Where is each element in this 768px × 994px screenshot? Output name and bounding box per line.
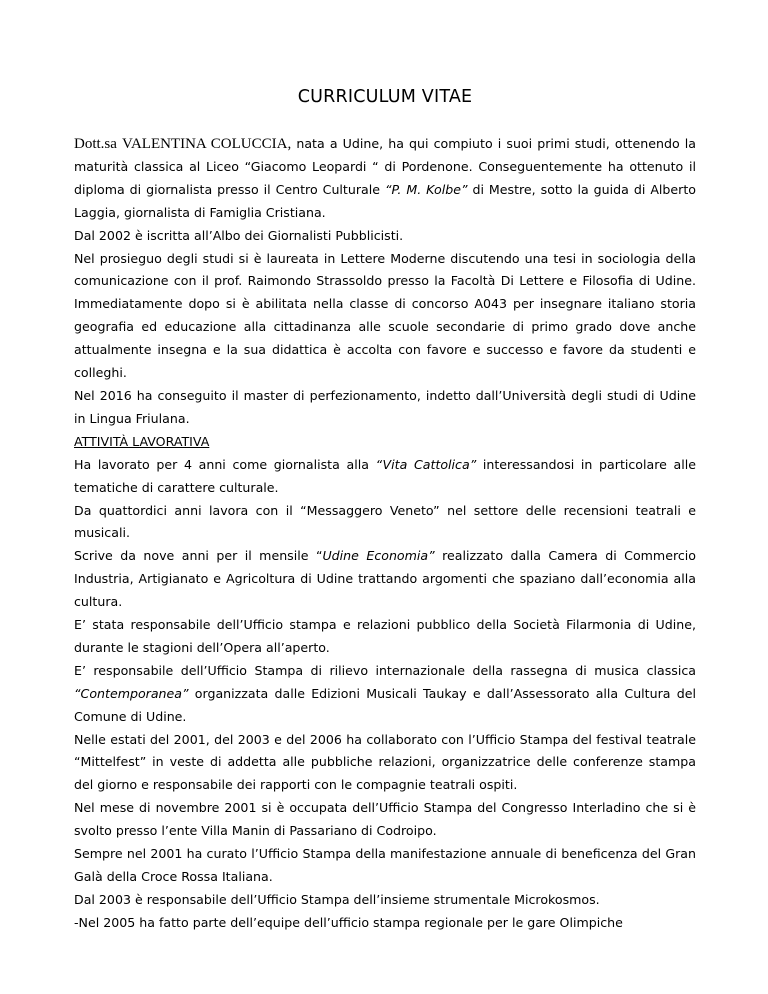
mittelfest-paragraph: Nelle estati del 2001, del 2003 e del 2006 ha collaborato con l’Ufficio Stampa del festival teatrale “Mittelfest” in veste di addetta alle pubbliche relazioni, organizzatrice delle conferenze stampa del giorno e responsabile dei rapporti con le compagnie teatrali ospiti. <box>74 731 696 793</box>
udine-economia-paragraph: Scrive da nove anni per il mensile “Udine Economia” realizzato dalla Camera di Commercio Industria, Artigianato e Agricoltura di Udine trattando argomenti che spaziano dall’economia alla cultura. <box>74 548 696 610</box>
olimpiche-paragraph: -Nel 2005 ha fatto parte dell’equipe dell’ufficio stampa regionale per le gare Olimpiche <box>74 914 623 930</box>
person-name: VALENTINA COLUCCIA, <box>122 136 292 152</box>
document-title: CURRICULUM VITAE <box>297 87 473 107</box>
document-body <box>74 133 696 935</box>
kolbe-center: “P. M. Kolbe” <box>384 181 468 197</box>
albo-paragraph: Dal 2002 è iscritta all’Albo dei Giornalisti Pubblicisti. <box>74 227 404 243</box>
contemporanea-paragraph: E’ responsabile dell’Ufficio Stampa di rilievo internazionale della rassegna di musica classica “Contemporanea” organizzata dalle Edizioni Musicali Taukay e dall’Assessorato alla Cultura del Comune di Udine. <box>74 662 696 724</box>
messaggero-paragraph: Da quattordici anni lavora con il “Messaggero Veneto” nel settore delle recensioni teatrali e musicali. <box>74 502 696 541</box>
vita-cattolica-paragraph: Ha lavorato per 4 anni come giornalista alla “Vita Cattolica” interessandosi in particolare alle tematiche di carattere culturale. <box>74 456 696 495</box>
studies-paragraph: Nel prosieguo degli studi si è laureata in Lettere Moderne discutendo una tesi in sociologia della comunicazione con il prof. Raimondo Strassoldo presso la Facoltà Di Lettere e Filosofia di Udine. Immediatamente dopo si è abilitata nella classe di concorso A043 per insegnare italiano storia geografia ed educazione alla cittadinanza alle scuole secondarie di primo grado dove anche attualmente insegna e la sua didattica è accolta con favore e successo e favore da studenti e colleghi. <box>74 250 696 381</box>
filarmonia-paragraph: E’ stata responsabile dell’Ufficio stampa e relazioni pubblico della Società Filarmonia di Udine, durante le stagioni dell’Opera all’aperto. <box>74 617 696 655</box>
intro-paragraph: Dott.sa VALENTINA COLUCCIA, nata a Udine, ha qui compiuto i suoi primi studi, ottenendo la maturità classica al Liceo “Giacomo Leopardi “ di Pordenone. Conseguentemente ha ottenuto il diploma di giornalista presso il Centro Culturale “P. M. Kolbe” di Mestre, sotto la guida di Alberto Laggia, giornalista di Famiglia Cristiana. <box>74 136 696 220</box>
croce-rossa-paragraph: Sempre nel 2001 ha curato l’Ufficio Stampa della manifestazione annuale di beneficenza del Gran Galà della Croce Rossa Italiana. <box>74 846 696 884</box>
mikrokosmos-paragraph: Dal 2003 è responsabile dell’Ufficio Stampa dell’insieme strumentale Microkosmos. <box>74 891 600 907</box>
master-paragraph: Nel 2016 ha conseguito il master di perfezionamento, indetto dall’Università degli studi di Udine in Lingua Friulana. <box>74 387 696 426</box>
honorific: Dott.sa <box>74 136 117 152</box>
section-heading: ATTIVITÀ LAVORATIVA <box>74 433 210 449</box>
interladino-paragraph: Nel mese di novembre 2001 si è occupata dell’Ufficio Stampa del Congresso Interladino che si è svolto presso l’ente Villa Manin di Passariano di Codroipo. <box>74 800 696 839</box>
